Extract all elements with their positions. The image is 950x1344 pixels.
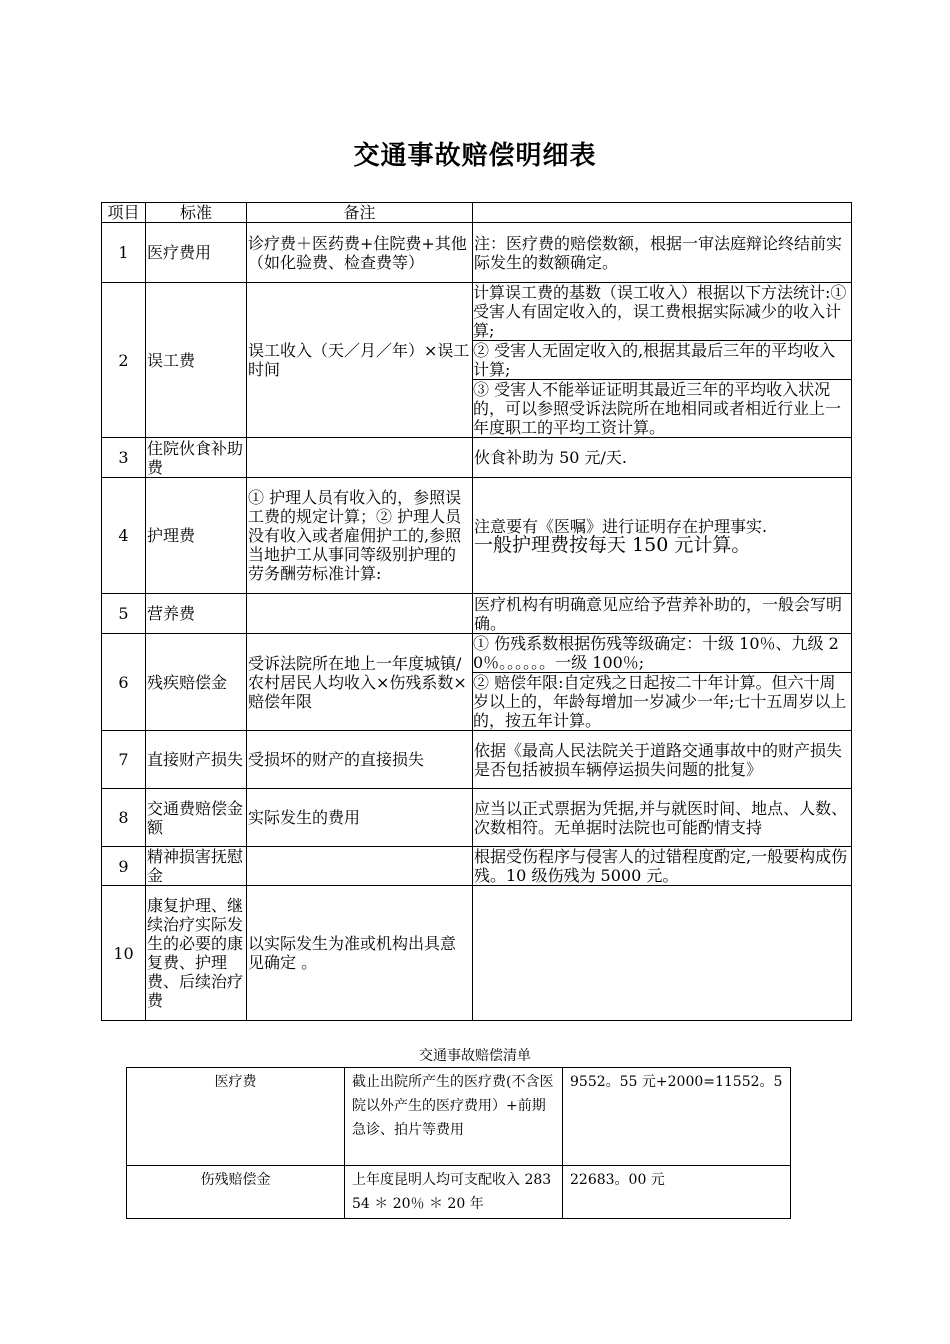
table-row (102, 438, 852, 478)
row-notes (473, 886, 852, 1021)
row-item: 康复护理、继续治疗实际发生的必要的康复费、护理费、后续治疗费 (146, 886, 247, 1021)
row-number: 2 (102, 283, 146, 438)
list-item-amount: 22683。00 元 (563, 1166, 791, 1219)
row-standard: ① 护理人员有收入的，参照误工费的规定计算；② 护理人员没有收入或者雇佣护工的,参照当地护工从事同等级别护理的劳务酬劳标准计算: (247, 478, 473, 594)
list-item-name: 伤残赔偿金 (127, 1166, 345, 1219)
note-line: ② 赔偿年限:自定残之日起按二十年计算。但六十周岁以上的，年龄每增加一岁减少一年;七十五周岁以上的，按五年计算。 (473, 672, 851, 730)
row-standard: 实际发生的费用 (247, 789, 473, 847)
table-row (102, 478, 852, 594)
row-standard: 受诉法院所在地上一年度城镇/农村居民人均收入×伤残系数×赔偿年限 (247, 634, 473, 731)
row-number: 8 (102, 789, 146, 847)
row-item: 误工费 (146, 283, 247, 438)
row-item: 护理费 (146, 478, 247, 594)
header-empty (473, 203, 852, 223)
table-row (102, 731, 852, 789)
compensation-list-table (126, 1067, 791, 1219)
list-row (127, 1166, 791, 1219)
row-number: 7 (102, 731, 146, 789)
header-standard: 标准 (146, 203, 247, 223)
row-standard: 受损坏的财产的直接损失 (247, 731, 473, 789)
row-standard (247, 847, 473, 886)
row-number: 5 (102, 594, 146, 634)
row-notes: 应当以正式票据为凭据,并与就医时间、地点、人数、次数相符。无单据时法院也可能酌情支持 (473, 789, 852, 847)
row-notes: 根据受伤程序与侵害人的过错程度酌定,一般要构成伤残。10 级伤残为 5000 元。 (473, 847, 852, 886)
row-notes (473, 634, 852, 731)
note-line: 计算误工费的基数（误工收入）根据以下方法统计:① 受害人有固定收入的，误工费根据实际减少的收入计算; (473, 283, 847, 340)
row-item: 残疾赔偿金 (146, 634, 247, 731)
note-line: 注意要有《医嘱》进行证明存在护理事实. (474, 516, 768, 536)
row-number: 10 (102, 886, 146, 1021)
note-line: ② 受害人无固定收入的,根据其最后三年的平均收入计算; (473, 340, 851, 379)
table-row (102, 886, 852, 1021)
page-title: 交通事故赔偿明细表 (353, 141, 597, 171)
list-item-amount: 9552。55 元+2000=11552。5 (563, 1068, 791, 1166)
note-line: ① 伤残系数根据伤残等级确定：十级 10％、九级 20％。。。。。。一级 100％; (473, 634, 839, 672)
list-item-desc: 截止出院所产生的医疗费(不含医院以外产生的医疗费用）+前期急诊、拍片等费用 (345, 1068, 563, 1166)
header-item: 项目 (102, 203, 146, 223)
list-item-desc: 上年度昆明人均可支配收入 28354 ＊ 20％ ＊ 20 年 (345, 1166, 563, 1219)
note-line-emphasis: 一般护理费按每天 150 元计算。 (474, 533, 751, 556)
list-item-name: 医疗费 (127, 1068, 345, 1166)
row-number: 1 (102, 223, 146, 283)
row-item: 精神损害抚慰金 (146, 847, 247, 886)
row-item: 直接财产损失 (146, 731, 247, 789)
row-standard: 误工收入（天／月／年）×误工时间 (247, 283, 473, 438)
row-item: 交通费赔偿金额 (146, 789, 247, 847)
row-notes: 注：医疗费的赔偿数额，根据一审法庭辩论终结前实际发生的数额确定。 (473, 223, 852, 283)
row-standard: 以实际发生为准或机构出具意见确定 。 (247, 886, 473, 1021)
row-notes: 依据《最高人民法院关于道路交通事故中的财产损失是否包括被损车辆停运损失问题的批复》 (473, 731, 852, 789)
list-title: 交通事故赔偿清单 (419, 1048, 531, 1064)
row-standard: 诊疗费＋医药费+住院费+其他（如化验费、检查费等） (247, 223, 473, 283)
table-row (102, 634, 852, 731)
row-notes (473, 283, 852, 438)
row-item: 住院伙食补助费 (146, 438, 247, 478)
row-number: 4 (102, 478, 146, 594)
row-notes (473, 478, 852, 594)
table-row (102, 789, 852, 847)
row-standard (247, 594, 473, 634)
row-notes: 医疗机构有明确意见应给予营养补助的，一般会写明确。 (473, 594, 852, 634)
table-header-row (102, 203, 852, 223)
row-notes: 伙食补助为 50 元/天. (473, 438, 852, 478)
table-row (102, 283, 852, 438)
table-row (102, 594, 852, 634)
note-line: ③ 受害人不能举证证明其最近三年的平均收入状况的，可以参照受诉法院所在地相同或者相近行业上一年度职工的平均工资计算。 (473, 379, 851, 437)
table-row (102, 847, 852, 886)
header-notes: 备注 (247, 203, 473, 223)
row-item: 医疗费用 (146, 223, 247, 283)
row-item: 营养费 (146, 594, 247, 634)
compensation-table (101, 202, 852, 1021)
list-row (127, 1068, 791, 1166)
row-number: 6 (102, 634, 146, 731)
row-number: 9 (102, 847, 146, 886)
table-row (102, 223, 852, 283)
row-number: 3 (102, 438, 146, 478)
row-standard (247, 438, 473, 478)
